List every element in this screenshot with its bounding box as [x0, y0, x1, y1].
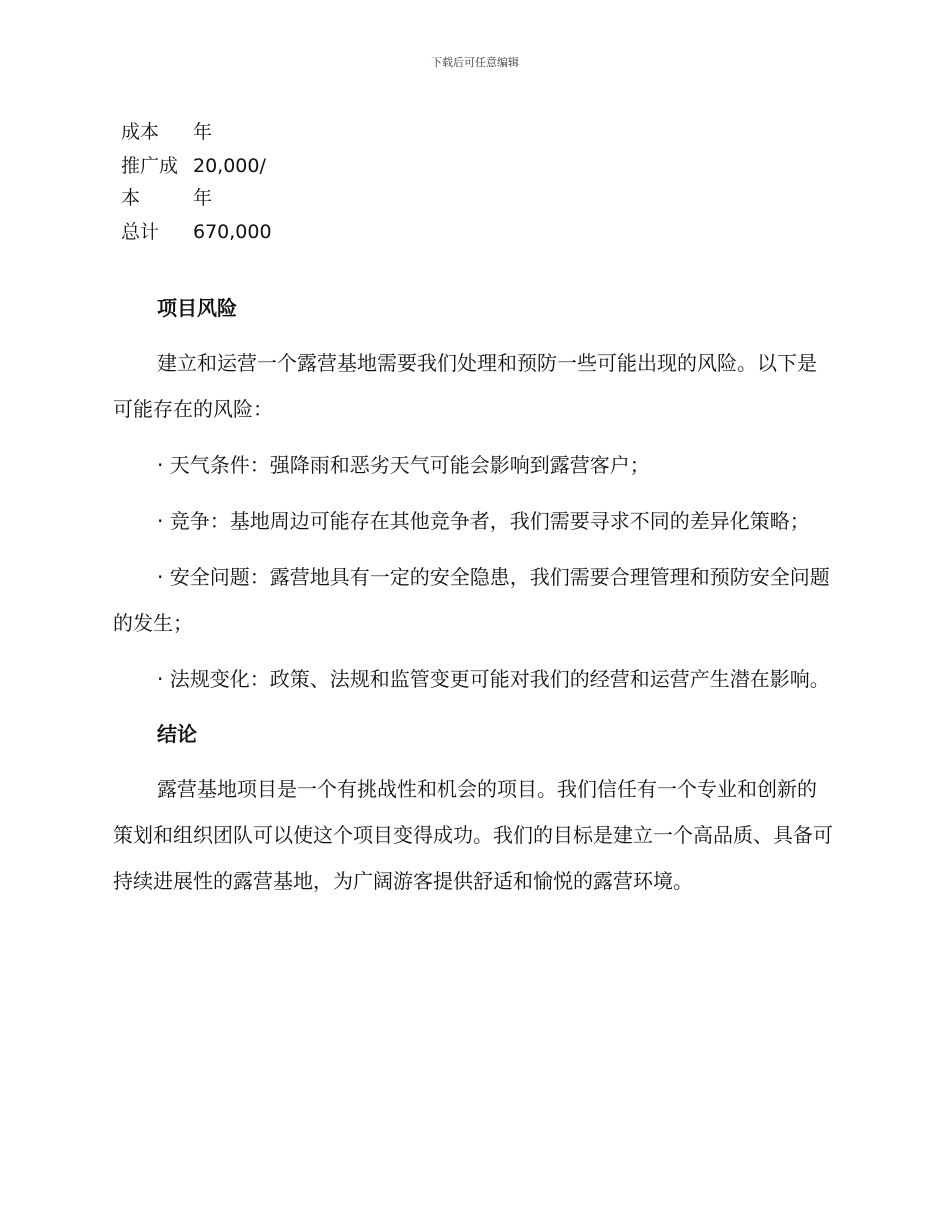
- table-row: [113, 214, 273, 248]
- cost-label: 推广成本: [121, 155, 179, 209]
- section-heading-risk: 项目风险: [157, 296, 237, 320]
- risk-intro-paragraph: 建立和运营一个露营基地需要我们处理和预防一些可能出现的风险。以下是可能存在的风险：: [113, 351, 817, 421]
- document-body: [113, 286, 833, 904]
- cost-value: 20,000/年: [193, 155, 266, 209]
- risk-item: · 竞争：基地周边可能存在其他竞争者，我们需要寻求不同的差异化策略；: [157, 509, 810, 533]
- cost-value: 年: [193, 121, 213, 143]
- section-heading-conclusion: 结论: [157, 722, 197, 746]
- cost-label: 成本: [121, 121, 160, 143]
- risk-item: · 安全问题：露营地具有一定的安全隐患，我们需要合理管理和预防安全问题的发生；: [113, 565, 830, 635]
- risk-item: · 法规变化：政策、法规和监管变更可能对我们的经营和运营产生潜在影响。: [157, 667, 830, 691]
- risk-item: · 天气条件：强降雨和恶劣天气可能会影响到露营客户；: [157, 453, 650, 477]
- table-row: [113, 148, 273, 214]
- page-header-note: 下载后可任意编辑: [431, 56, 519, 69]
- cost-table: [113, 116, 273, 248]
- table-row: [113, 116, 273, 148]
- cost-label: 总计: [121, 221, 160, 243]
- cost-value: 670,000: [193, 221, 272, 243]
- conclusion-paragraph: 露营基地项目是一个有挑战性和机会的项目。我们信任有一个专业和创新的策划和组织团队可以使这个项目变得成功。我们的目标是建立一个高品质、具备可持续进展性的露营基地，为广阔游客提供舒适和愉悦的露营环境。: [113, 777, 833, 893]
